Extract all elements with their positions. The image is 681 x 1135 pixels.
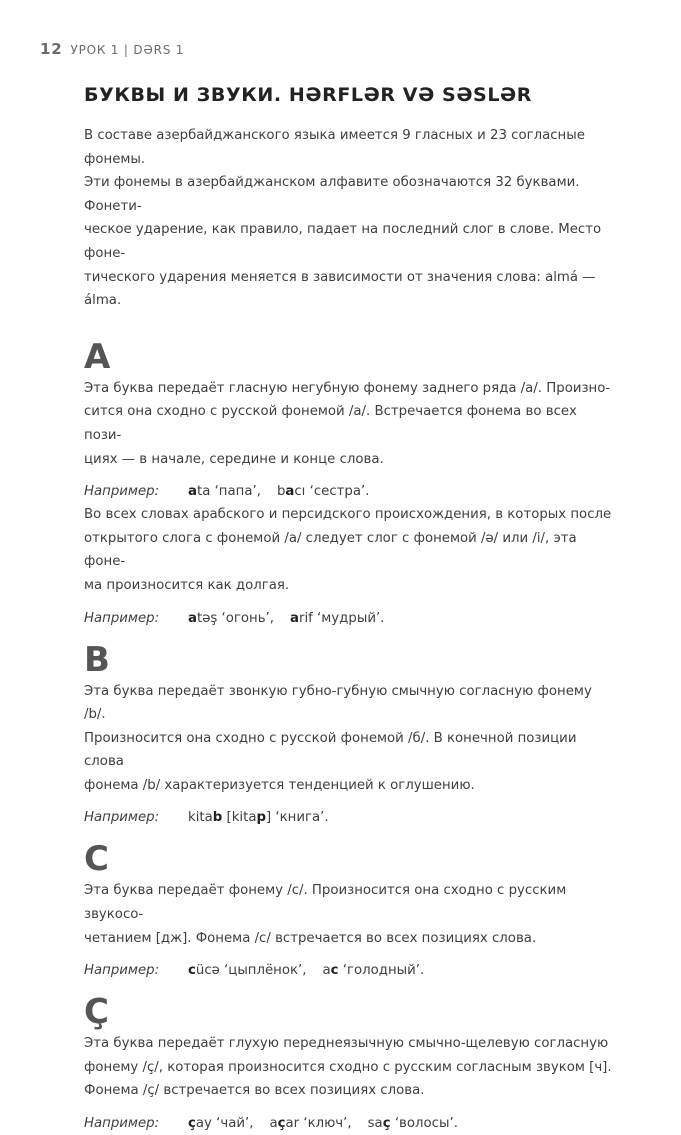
paragraph-line: четанием [дж]. Фонема /c/ встречается во всех позициях слова. <box>84 930 537 946</box>
paragraph-line: Эта буква передаёт звонкую губно-губную смычную согласную фонему /b/. <box>84 683 592 723</box>
paragraph-line: сится она сходно с русской фонемой /а/. Встречается фонема во всех пози- <box>84 404 577 443</box>
paragraph-line: ма произносится как долгая. <box>84 577 290 593</box>
paragraph-line: Фонема /ç/ встречается во всех позициях слова. <box>84 1083 425 1099</box>
example-row <box>84 1112 612 1135</box>
intro-line: тического ударения меняется в зависимости от значения слова: almá — álma. <box>84 269 596 309</box>
example-label: Например: <box>84 963 160 979</box>
example-word <box>188 1112 253 1135</box>
paragraph-line: Эта буква передаёт гласную негубную фонему заднего ряда /a/. Произно- <box>84 380 611 396</box>
intro-line: В составе азербайджанского языка имеется 9 гласных и 23 согласные фонемы. <box>84 128 585 167</box>
description-paragraph <box>84 503 612 597</box>
paragraph-line: циях — в начале, середине и конце слова. <box>84 451 384 467</box>
highlighted-letter: a <box>290 610 299 626</box>
description-paragraph <box>84 377 612 471</box>
word-text: ] ‘книга’. <box>266 810 329 826</box>
highlighted-letter: p <box>256 810 266 826</box>
highlighted-letter: c <box>188 963 196 979</box>
paragraph-line: Эта буква передаёт глухую переднеязычную смычно-щелевую согласную <box>84 1036 609 1052</box>
paragraph-line: открытого слога с фонемой /a/ следует слог с фонемой /ə/ или /i/, эта фоне- <box>84 530 577 570</box>
example-row <box>84 959 612 982</box>
word-text: cı ‘сестра’. <box>294 484 370 500</box>
running-title: УРОК 1 | DƏRS 1 <box>70 43 185 57</box>
intro-line: Эти фонемы в азербайджанском алфавите обозначаются 32 буквами. Фонети- <box>84 175 580 214</box>
example-row <box>84 806 612 829</box>
word-text: təş ‘огонь’, <box>196 610 274 626</box>
content <box>84 124 612 1135</box>
word-text: ta ‘папа’, <box>196 484 261 500</box>
example-label: Например: <box>84 810 160 826</box>
running-header <box>40 40 184 58</box>
word-text: sa <box>367 1116 383 1132</box>
highlighted-letter: b <box>212 810 223 826</box>
word-text: a <box>269 1116 278 1132</box>
word-text: ‘голодный’. <box>338 963 425 979</box>
example-label: Например: <box>84 610 160 626</box>
intro-paragraph <box>84 124 612 313</box>
paragraph-line: Во всех словах арабского и персидского происхождения, в которых после <box>84 507 612 523</box>
highlighted-letter: ç <box>188 1116 196 1132</box>
letter-heading: A <box>84 336 111 377</box>
word-text: b <box>276 484 286 500</box>
paragraph-line: фонему /ç/, которая произносится сходно с русским согласным звуком [ч]. <box>84 1059 612 1075</box>
section-title: БУКВЫ И ЗВУКИ. HƏRFLƏR VƏ SƏSLƏR <box>84 84 533 106</box>
highlighted-letter: ç <box>382 1116 391 1132</box>
example-word <box>188 806 329 829</box>
example-label: Например: <box>84 484 160 500</box>
example-word <box>323 959 425 982</box>
word-text: rif ‘мудрый’. <box>298 610 385 626</box>
example-row <box>84 607 612 630</box>
example-word <box>290 607 384 630</box>
word-text: ar ‘ключ’, <box>285 1116 352 1132</box>
highlighted-letter: ç <box>277 1116 286 1132</box>
word-text: kita <box>188 810 213 826</box>
description-paragraph <box>84 680 612 798</box>
intro-line: ческое ударение, как правило, падает на последний слог в слове. Место фоне- <box>84 222 602 261</box>
paragraph-line: фонема /b/ характеризуется тенденцией к оглушению. <box>84 777 475 793</box>
highlighted-letter: c <box>330 963 339 979</box>
letter-heading: C <box>84 839 109 880</box>
example-word <box>188 607 274 630</box>
word-text: ‘волосы’. <box>390 1116 458 1132</box>
example-word <box>277 480 370 503</box>
example-word <box>269 1112 351 1135</box>
example-word <box>368 1112 458 1135</box>
example-label: Например: <box>84 1116 160 1132</box>
word-text: a <box>322 963 331 979</box>
word-text: ay ‘чай’, <box>195 1116 254 1132</box>
description-paragraph <box>84 1032 612 1103</box>
paragraph-line: Эта буква передаёт фонему /c/. Произносится она сходно с русским звукосо- <box>84 883 567 923</box>
description-paragraph <box>84 879 612 950</box>
letter-heading: Ç <box>84 992 109 1033</box>
example-word <box>188 480 261 503</box>
example-row <box>84 480 612 503</box>
example-word <box>188 959 307 982</box>
highlighted-letter: a <box>188 484 197 500</box>
letter-heading: B <box>84 639 110 680</box>
paragraph-line: Произносится она сходно с русской фонемой /б/. В конечной позиции слова <box>84 730 577 770</box>
highlighted-letter: a <box>285 484 295 500</box>
highlighted-letter: a <box>188 610 197 626</box>
word-text: ücə ‘цыплёнок’, <box>195 963 307 979</box>
word-text: [kita <box>222 810 257 826</box>
page-number: 12 <box>40 40 63 58</box>
